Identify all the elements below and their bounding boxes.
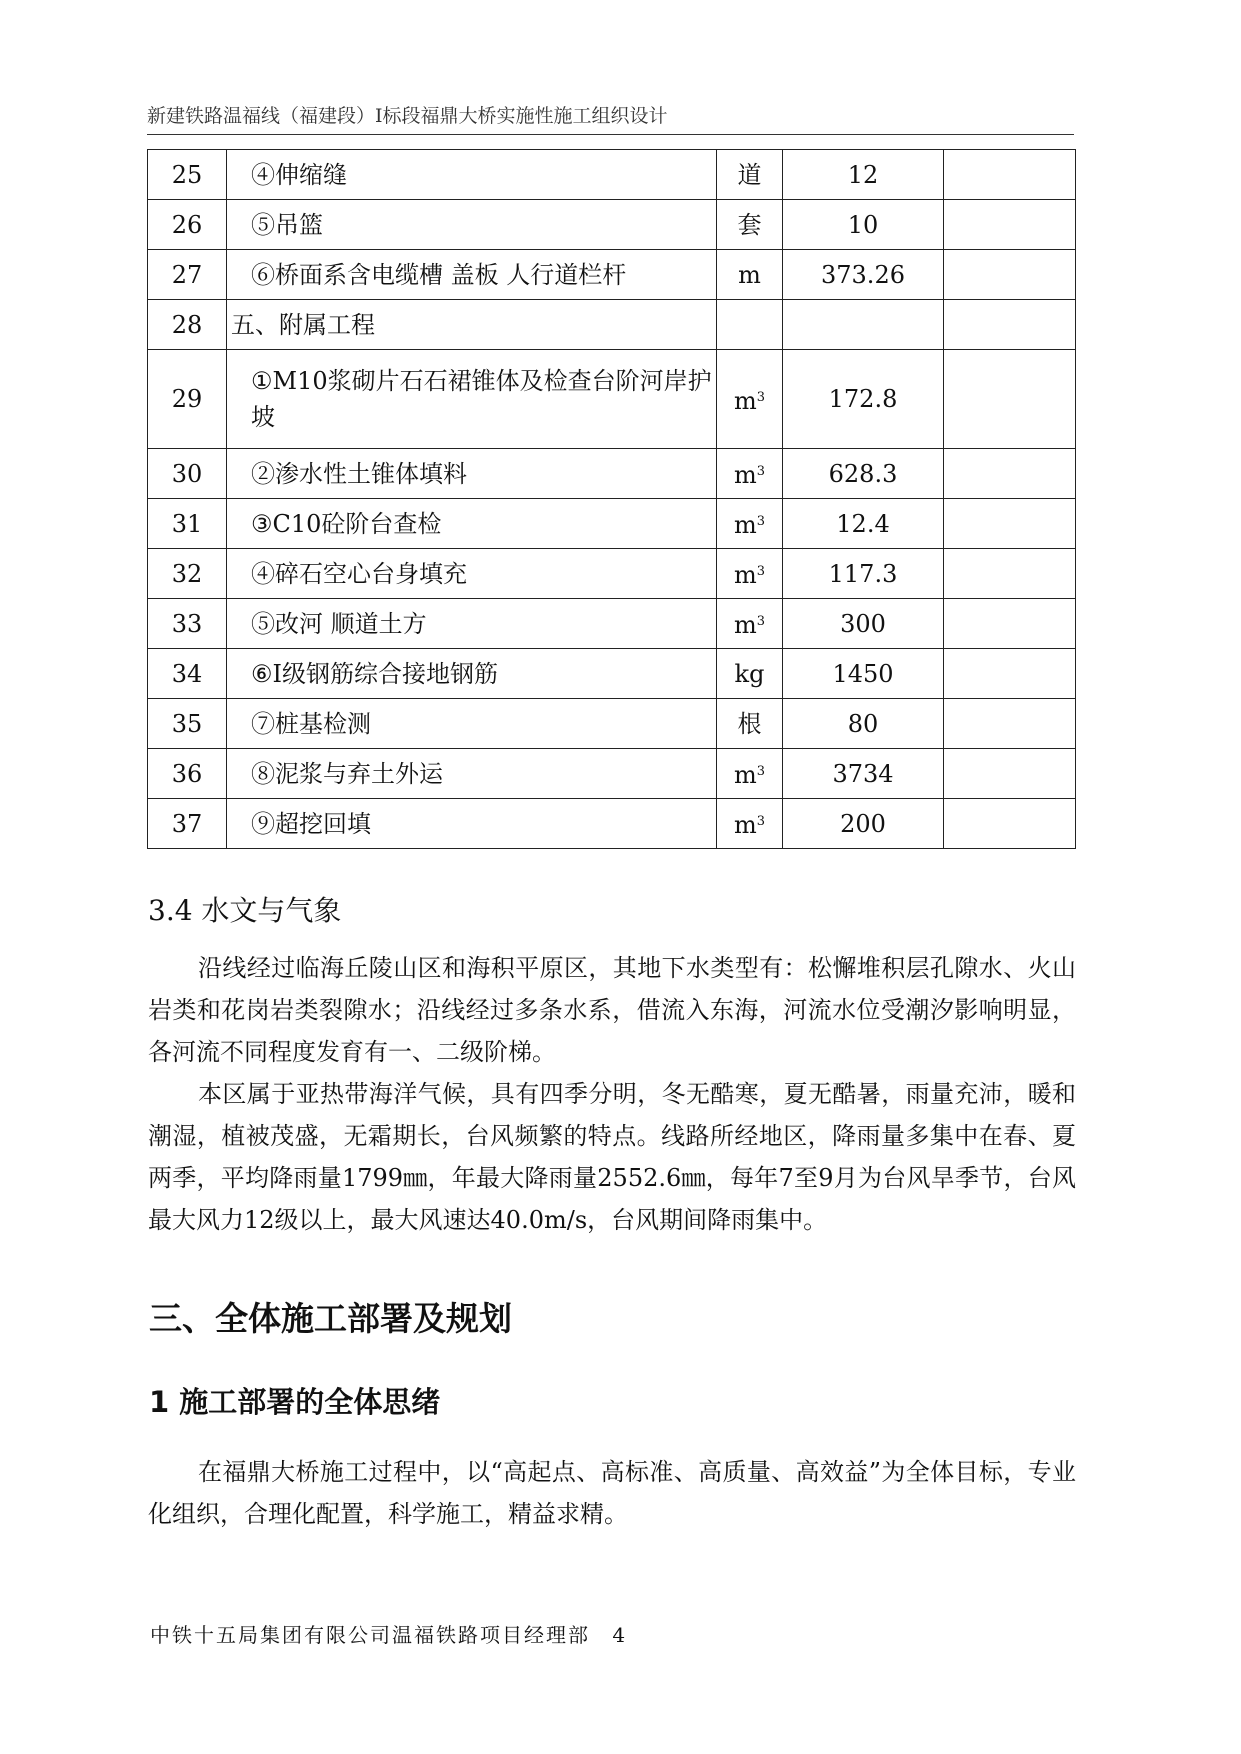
row-number-cell: 36 xyxy=(148,749,227,799)
unit-cell xyxy=(717,150,783,200)
header-rule xyxy=(147,134,1074,135)
quantity-cell: 628.3 xyxy=(783,449,944,499)
remark-cell xyxy=(944,300,1076,350)
unit-cell xyxy=(717,300,783,350)
unit-superscript: 3 xyxy=(756,614,766,629)
unit-superscript: 3 xyxy=(756,564,766,579)
unit-label: 套 xyxy=(737,210,762,239)
unit-superscript: 3 xyxy=(756,464,766,479)
row-number-cell: 34 xyxy=(148,649,227,699)
remark-cell xyxy=(944,699,1076,749)
remark-cell xyxy=(944,449,1076,499)
unit-label: m xyxy=(733,611,757,639)
page-number: 4 xyxy=(612,1623,628,1647)
remark-cell xyxy=(944,649,1076,699)
quantity-cell: 12.4 xyxy=(783,499,944,549)
section-3-4-title: 3.4 水文与气象 xyxy=(148,894,342,927)
remark-cell xyxy=(944,499,1076,549)
unit-label: m xyxy=(733,461,757,489)
row-number-cell: 30 xyxy=(148,449,227,499)
unit-cell xyxy=(717,799,783,849)
item-name-cell: ⑦桩基检测 xyxy=(227,699,717,749)
unit-label: m xyxy=(733,811,757,839)
quantities-table xyxy=(147,149,1076,849)
remark-cell xyxy=(944,549,1076,599)
section-1-title: 1 施工部署的全体思绪 xyxy=(149,1385,441,1419)
row-number-cell: 25 xyxy=(148,150,227,200)
item-name-cell: ④伸缩缝 xyxy=(227,150,717,200)
unit-label: 道 xyxy=(737,160,762,189)
unit-cell xyxy=(717,699,783,749)
quantity-cell: 200 xyxy=(783,799,944,849)
item-name-cell: ①M10浆砌片石石裙锥体及检查台阶河岸护坡 xyxy=(227,350,717,449)
table-row xyxy=(148,599,1076,649)
unit-label: m xyxy=(733,761,757,789)
unit-cell xyxy=(717,449,783,499)
unit-label: m xyxy=(738,260,761,289)
remark-cell xyxy=(944,150,1076,200)
hydrology-paragraph: 沿线经过临海丘陵山区和海积平原区，其地下水类型有：松懈堆积层孔隙水、火山岩类和花岗岩类裂隙水；沿线经过多条水系，借流入东海，河流水位受潮汐影响明显，各河流不同程度发育有一、二级阶梯。 xyxy=(148,954,1076,1066)
row-number-cell: 35 xyxy=(148,699,227,749)
row-number-cell: 29 xyxy=(148,350,227,449)
remark-cell xyxy=(944,250,1076,300)
unit-superscript: 3 xyxy=(756,514,766,529)
remark-cell xyxy=(944,350,1076,449)
unit-cell xyxy=(717,599,783,649)
remark-cell xyxy=(944,749,1076,799)
item-name-cell: ⑥桥面系含电缆槽 盖板 人行道栏杆 xyxy=(227,250,717,300)
table-row xyxy=(148,200,1076,250)
table-row xyxy=(148,449,1076,499)
table-row xyxy=(148,499,1076,549)
chapter-3-title: 三、全体施工部署及规划 xyxy=(149,1299,512,1338)
quantity-cell: 80 xyxy=(783,699,944,749)
table-row xyxy=(148,549,1076,599)
unit-cell xyxy=(717,749,783,799)
table-row xyxy=(148,250,1076,300)
unit-cell xyxy=(717,549,783,599)
page-footer xyxy=(150,1621,627,1649)
quantity-cell: 12 xyxy=(783,150,944,200)
table-row xyxy=(148,749,1076,799)
unit-cell xyxy=(717,649,783,699)
quantities-table-body xyxy=(148,150,1076,849)
item-name-cell: ⑤改河 顺道土方 xyxy=(227,599,717,649)
quantity-cell: 1450 xyxy=(783,649,944,699)
remark-cell xyxy=(944,599,1076,649)
quantity-cell: 10 xyxy=(783,200,944,250)
unit-label: m xyxy=(733,561,757,589)
unit-cell xyxy=(717,250,783,300)
item-name-cell: ③C10砼阶台查检 xyxy=(227,499,717,549)
remark-cell xyxy=(944,799,1076,849)
quantity-cell: 373.26 xyxy=(783,250,944,300)
footer-organization: 中铁十五局集团有限公司温福铁路项目经理部 xyxy=(150,1623,590,1647)
quantity-cell: 117.3 xyxy=(783,549,944,599)
item-name-cell: ②渗水性土锥体填料 xyxy=(227,449,717,499)
section-1-paragraph: 在福鼎大桥施工过程中，以“高起点、高标准、高质量、高效益”为全体目标，专业化组织，合理化配置，科学施工，精益求精。 xyxy=(148,1458,1076,1528)
unit-superscript: 3 xyxy=(756,764,766,779)
row-number-cell: 32 xyxy=(148,549,227,599)
unit-label: m xyxy=(733,511,757,539)
table-row xyxy=(148,350,1076,449)
unit-label: kg xyxy=(734,659,765,688)
unit-label: 根 xyxy=(737,709,762,738)
row-number-cell: 33 xyxy=(148,599,227,649)
quantity-cell xyxy=(783,300,944,350)
row-number-cell: 28 xyxy=(148,300,227,350)
unit-superscript: 3 xyxy=(756,814,766,829)
table-row xyxy=(148,150,1076,200)
quantity-cell: 3734 xyxy=(783,749,944,799)
quantity-cell: 300 xyxy=(783,599,944,649)
table-row xyxy=(148,649,1076,699)
remark-cell xyxy=(944,200,1076,250)
unit-label: m xyxy=(733,386,757,415)
item-name-cell: ⑥Ⅰ级钢筋综合接地钢筋 xyxy=(227,649,717,699)
table-row xyxy=(148,799,1076,849)
row-number-cell: 31 xyxy=(148,499,227,549)
row-number-cell: 37 xyxy=(148,799,227,849)
unit-superscript: 3 xyxy=(756,389,766,405)
table-row xyxy=(148,300,1076,350)
item-name-cell: ⑨超挖回填 xyxy=(227,799,717,849)
row-number-cell: 27 xyxy=(148,250,227,300)
quantity-cell: 172.8 xyxy=(783,350,944,449)
row-number-cell: 26 xyxy=(148,200,227,250)
climate-paragraph: 本区属于亚热带海洋气候，具有四季分明，冬无酷寒，夏无酷暑，雨量充沛，暖和潮湿，植被茂盛，无霜期长，台风频繁的特点。线路所经地区，降雨量多集中在春、夏两季，平均降雨量1799㎜，年最大降雨量2552.6㎜，每年7至9月为台风旱季节，台风最大风力12级以上，最大风速达40.0m/s，台风期间降雨集中。 xyxy=(148,1080,1076,1234)
unit-cell xyxy=(717,350,783,449)
item-name-cell: ④碎石空心台身填充 xyxy=(227,549,717,599)
unit-cell xyxy=(717,499,783,549)
table-row xyxy=(148,699,1076,749)
item-name-cell: ⑤吊篮 xyxy=(227,200,717,250)
page-header: 新建铁路温福线（福建段）Ⅰ标段福鼎大桥实施性施工组织设计 xyxy=(147,105,668,127)
unit-cell xyxy=(717,200,783,250)
item-name-cell: ⑧泥浆与弃土外运 xyxy=(227,749,717,799)
item-name-cell: 五、附属工程 xyxy=(227,300,717,350)
